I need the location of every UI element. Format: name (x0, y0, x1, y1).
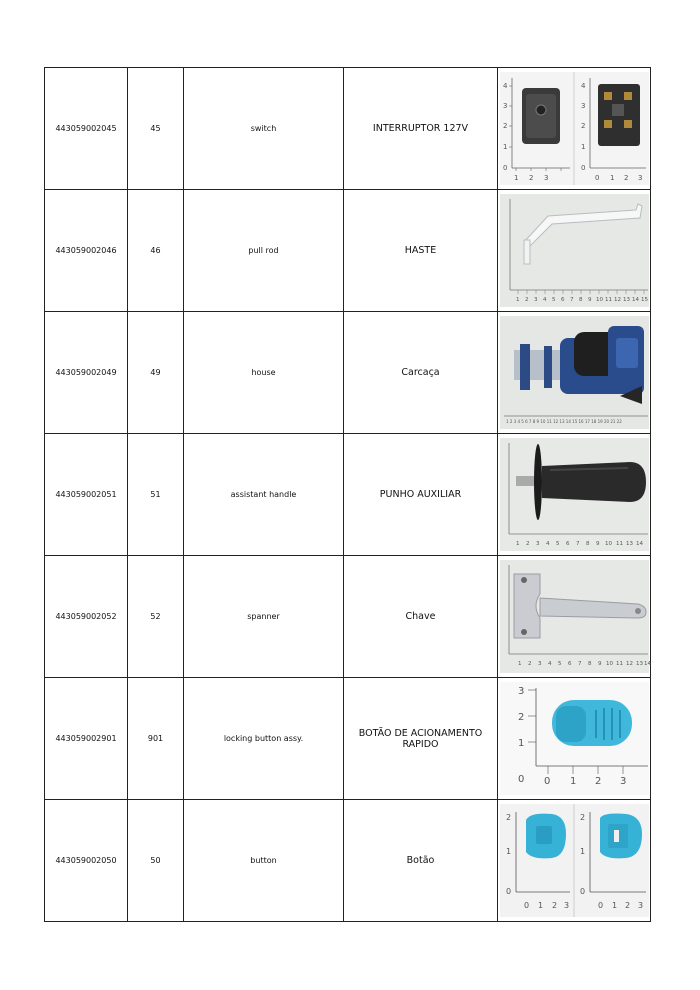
svg-text:1: 1 (610, 174, 615, 182)
svg-text:2: 2 (525, 297, 529, 303)
switch-photo (498, 68, 651, 190)
svg-text:14: 14 (636, 541, 643, 547)
svg-text:1: 1 (518, 738, 525, 749)
svg-text:2: 2 (581, 122, 586, 130)
svg-text:3: 3 (534, 297, 538, 303)
table-row (45, 190, 651, 312)
svg-text:11: 11 (616, 541, 623, 547)
svg-text:0: 0 (524, 901, 530, 910)
handle-photo (498, 434, 651, 556)
svg-text:0: 0 (598, 901, 604, 910)
part-number: 443059002052 (45, 556, 128, 678)
svg-text:3: 3 (536, 541, 540, 547)
svg-text:0: 0 (580, 887, 586, 896)
svg-text:2: 2 (526, 541, 530, 547)
position-number: 49 (128, 312, 184, 434)
svg-text:2: 2 (506, 813, 512, 822)
svg-text:5: 5 (552, 297, 556, 303)
svg-text:1: 1 (570, 776, 577, 787)
svg-text:3: 3 (518, 686, 525, 697)
description-en: house (184, 312, 344, 434)
part-number: 443059002049 (45, 312, 128, 434)
pull-rod-photo (498, 190, 651, 312)
svg-text:1: 1 (506, 847, 512, 856)
table-row (45, 68, 651, 190)
svg-text:8: 8 (586, 541, 590, 547)
svg-text:0: 0 (503, 164, 508, 172)
svg-text:3: 3 (638, 901, 644, 910)
svg-text:3: 3 (638, 174, 643, 182)
housing-photo (498, 312, 651, 434)
svg-text:4: 4 (503, 82, 508, 90)
svg-text:3: 3 (538, 661, 542, 667)
svg-text:2: 2 (528, 661, 532, 667)
svg-text:15: 15 (641, 297, 648, 303)
description-pt: Botão (344, 800, 498, 922)
svg-text:3: 3 (581, 102, 586, 110)
table-row (45, 678, 651, 800)
description-pt: HASTE (344, 190, 498, 312)
position-number: 45 (128, 68, 184, 190)
part-number: 443059002051 (45, 434, 128, 556)
description-en: pull rod (184, 190, 344, 312)
svg-text:1: 1 (518, 661, 522, 667)
svg-text:12: 12 (614, 297, 621, 303)
position-number: 52 (128, 556, 184, 678)
svg-text:1 2 3 4 5 6 7 8 9 10 11 12 13: 1 2 3 4 5 6 7 8 9 10 11 12 13 14 15 16 17 18 19 20 21 22 (506, 419, 622, 424)
svg-text:0: 0 (518, 774, 525, 785)
svg-text:0: 0 (544, 776, 551, 787)
svg-text:4: 4 (546, 541, 550, 547)
part-number: 443059002050 (45, 800, 128, 922)
table-row (45, 312, 651, 434)
part-number: 443059002046 (45, 190, 128, 312)
svg-text:11: 11 (616, 661, 623, 667)
svg-text:2: 2 (625, 901, 631, 910)
svg-text:3: 3 (564, 901, 570, 910)
table-row (45, 800, 651, 922)
locking-button-photo (498, 678, 651, 800)
description-en: spanner (184, 556, 344, 678)
svg-text:9: 9 (596, 541, 600, 547)
svg-text:0: 0 (506, 887, 512, 896)
svg-text:4: 4 (581, 82, 586, 90)
svg-text:1: 1 (538, 901, 544, 910)
svg-text:8: 8 (588, 661, 592, 667)
position-number: 901 (128, 678, 184, 800)
svg-text:7: 7 (576, 541, 580, 547)
svg-text:1: 1 (516, 297, 520, 303)
svg-text:5: 5 (556, 541, 560, 547)
svg-text:2: 2 (529, 174, 534, 182)
svg-text:3: 3 (620, 776, 627, 787)
svg-text:12: 12 (626, 661, 633, 667)
svg-text:6: 6 (568, 661, 572, 667)
description-pt: INTERRUPTOR 127V (344, 68, 498, 190)
part-number: 443059002045 (45, 68, 128, 190)
svg-text:8: 8 (579, 297, 583, 303)
svg-text:9: 9 (598, 661, 602, 667)
svg-text:4: 4 (548, 661, 552, 667)
svg-text:1: 1 (612, 901, 618, 910)
description-en: switch (184, 68, 344, 190)
svg-text:2: 2 (580, 813, 586, 822)
description-en: locking button assy. (184, 678, 344, 800)
position-number: 50 (128, 800, 184, 922)
description-pt: BOTÃO DE ACIONAMENTO RAPIDO (344, 678, 498, 800)
svg-text:3: 3 (503, 102, 508, 110)
svg-text:2: 2 (552, 901, 558, 910)
description-en: button (184, 800, 344, 922)
svg-text:1: 1 (503, 143, 508, 151)
part-number: 443059002901 (45, 678, 128, 800)
svg-text:4: 4 (543, 297, 547, 303)
svg-text:6: 6 (566, 541, 570, 547)
svg-text:14: 14 (632, 297, 639, 303)
svg-text:3: 3 (544, 174, 549, 182)
parts-table (44, 67, 651, 922)
spanner-photo (498, 556, 651, 678)
description-pt: PUNHO AUXILIAR (344, 434, 498, 556)
button-photo (498, 800, 651, 922)
svg-text:13: 13 (623, 297, 630, 303)
svg-text:1: 1 (516, 541, 520, 547)
svg-text:13: 13 (626, 541, 633, 547)
svg-text:2: 2 (624, 174, 629, 182)
svg-text:11: 11 (605, 297, 612, 303)
svg-text:2: 2 (595, 776, 602, 787)
position-number: 51 (128, 434, 184, 556)
description-pt: Carcaça (344, 312, 498, 434)
svg-text:5: 5 (558, 661, 562, 667)
svg-text:7: 7 (578, 661, 582, 667)
svg-text:6: 6 (561, 297, 565, 303)
svg-text:0: 0 (581, 164, 586, 172)
svg-text:1: 1 (580, 847, 586, 856)
table-row (45, 434, 651, 556)
svg-text:7: 7 (570, 297, 574, 303)
svg-text:2: 2 (503, 122, 508, 130)
description-pt: Chave (344, 556, 498, 678)
svg-text:1: 1 (514, 174, 519, 182)
svg-text:10: 10 (596, 297, 603, 303)
svg-text:14: 14 (644, 661, 651, 667)
svg-text:2: 2 (518, 712, 525, 723)
description-en: assistant handle (184, 434, 344, 556)
svg-text:10: 10 (606, 661, 613, 667)
svg-text:10: 10 (605, 541, 612, 547)
table-row (45, 556, 651, 678)
position-number: 46 (128, 190, 184, 312)
svg-text:1: 1 (581, 143, 586, 151)
svg-text:9: 9 (588, 297, 592, 303)
svg-text:0: 0 (595, 174, 600, 182)
svg-text:13: 13 (636, 661, 643, 667)
